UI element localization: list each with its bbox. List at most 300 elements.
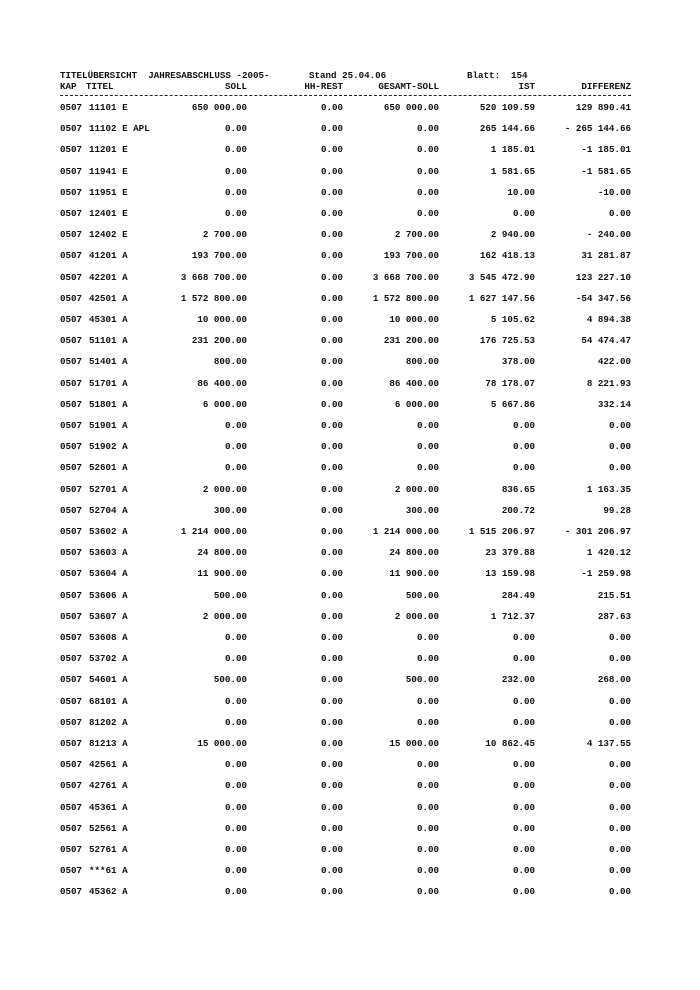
cell-ist: 0.00 [512, 695, 535, 707]
cell-gesamt-soll: 0.00 [416, 886, 439, 898]
cell-gesamt-soll: 1 572 800.00 [372, 292, 439, 304]
cell-hh-rest: 0.00 [320, 547, 343, 559]
cell-gesamt-soll: 10 000.00 [389, 314, 439, 325]
table-row [0, 611, 700, 623]
cell-soll: 0.00 [224, 144, 247, 156]
cell-differenz: 268.00 [597, 674, 631, 686]
cell-differenz: 4 137.55 [586, 738, 631, 749]
cell-differenz: 0.00 [608, 822, 631, 834]
cell-differenz: 0.00 [608, 420, 631, 431]
cell-differenz: 287.63 [597, 610, 631, 622]
cell-hh-rest: 0.00 [320, 844, 343, 855]
cell-differenz: 99.28 [603, 504, 631, 516]
cell-titel: 53606 A [89, 589, 128, 601]
table-row [0, 759, 700, 771]
cell-differenz: -1 185.01 [581, 144, 631, 156]
cell-kap: 0507 [60, 844, 83, 855]
cell-kap: 0507 [60, 462, 83, 474]
cell-hh-rest: 0.00 [320, 674, 343, 686]
cell-differenz: 0.00 [608, 441, 631, 453]
cell-gesamt-soll: 0.00 [416, 144, 439, 156]
cell-ist: 0.00 [512, 886, 535, 898]
cell-titel: 51701 A [89, 377, 128, 389]
cell-differenz: -1 259.98 [581, 568, 631, 580]
table-row [0, 102, 700, 114]
cell-soll: 800.00 [213, 356, 247, 368]
cell-hh-rest: 0.00 [320, 589, 343, 601]
cell-gesamt-soll: 0.00 [416, 653, 439, 665]
cell-hh-rest: 0.00 [320, 462, 343, 474]
cell-ist: 836.65 [501, 483, 535, 495]
cell-gesamt-soll: 0.00 [416, 780, 439, 792]
cell-gesamt-soll: 0.00 [416, 441, 439, 453]
cell-titel: 52761 A [89, 844, 128, 855]
cell-kap: 0507 [60, 610, 83, 622]
cell-kap: 0507 [60, 886, 83, 898]
cell-gesamt-soll: 0.00 [416, 801, 439, 813]
cell-differenz: 422.00 [597, 356, 631, 368]
cell-gesamt-soll: 3 668 700.00 [372, 271, 439, 283]
table-row [0, 568, 700, 580]
column-header-row [0, 81, 700, 93]
cell-differenz: 31 281.87 [581, 250, 631, 262]
cell-gesamt-soll: 500.00 [405, 674, 439, 686]
cell-hh-rest: 0.00 [320, 123, 343, 135]
cell-titel: 11951 E [89, 186, 128, 198]
cell-hh-rest: 0.00 [320, 377, 343, 389]
cell-hh-rest: 0.00 [320, 420, 343, 431]
cell-hh-rest: 0.00 [320, 759, 343, 771]
cell-kap: 0507 [60, 589, 83, 601]
cell-titel: 81202 A [89, 716, 128, 728]
table-row [0, 738, 700, 750]
cell-ist: 176 725.53 [479, 335, 535, 347]
cell-ist: 0.00 [512, 716, 535, 728]
table-row [0, 250, 700, 262]
cell-kap: 0507 [60, 250, 83, 262]
cell-ist: 3 545 472.90 [468, 271, 535, 283]
cell-kap: 0507 [60, 653, 83, 665]
cell-titel: 51901 A [89, 420, 128, 431]
cell-hh-rest: 0.00 [320, 526, 343, 537]
cell-gesamt-soll: 2 000.00 [394, 610, 439, 622]
cell-ist: 1 581.65 [490, 165, 535, 177]
cell-kap: 0507 [60, 314, 83, 325]
cell-kap: 0507 [60, 165, 83, 177]
table-row [0, 802, 700, 814]
cell-ist: 232.00 [501, 674, 535, 686]
cell-soll: 0.00 [224, 462, 247, 474]
cell-differenz: 0.00 [608, 716, 631, 728]
column-header-ist: IST [518, 81, 535, 92]
table-row [0, 229, 700, 241]
cell-hh-rest: 0.00 [320, 165, 343, 177]
cell-ist: 520 109.59 [479, 102, 535, 113]
cell-hh-rest: 0.00 [320, 335, 343, 347]
cell-ist: 0.00 [512, 780, 535, 792]
cell-gesamt-soll: 0.00 [416, 822, 439, 834]
cell-ist: 162 418.13 [479, 250, 535, 262]
cell-gesamt-soll: 0.00 [416, 632, 439, 643]
table-row [0, 823, 700, 835]
table-row [0, 187, 700, 199]
cell-differenz: 1 163.35 [586, 483, 631, 495]
cell-soll: 0.00 [224, 208, 247, 219]
table-row [0, 886, 700, 898]
cell-hh-rest: 0.00 [320, 250, 343, 262]
cell-soll: 2 700.00 [202, 229, 247, 241]
cell-soll: 0.00 [224, 165, 247, 177]
table-row [0, 590, 700, 602]
cell-gesamt-soll: 0.00 [416, 208, 439, 219]
table-row [0, 123, 700, 135]
cell-hh-rest: 0.00 [320, 504, 343, 516]
cell-differenz: 0.00 [608, 865, 631, 877]
cell-ist: 0.00 [512, 462, 535, 474]
table-row [0, 378, 700, 390]
table-row [0, 399, 700, 411]
cell-ist: 1 712.37 [490, 610, 535, 622]
cell-kap: 0507 [60, 865, 83, 877]
cell-gesamt-soll: 2 000.00 [394, 483, 439, 495]
cell-hh-rest: 0.00 [320, 271, 343, 283]
cell-hh-rest: 0.00 [320, 208, 343, 219]
cell-ist: 0.00 [512, 759, 535, 771]
cell-kap: 0507 [60, 738, 83, 749]
cell-kap: 0507 [60, 780, 83, 792]
table-row [0, 441, 700, 453]
cell-kap: 0507 [60, 632, 83, 643]
cell-gesamt-soll: 15 000.00 [389, 738, 439, 749]
cell-titel: 51902 A [89, 441, 128, 453]
cell-ist: 1 185.01 [490, 144, 535, 156]
cell-kap: 0507 [60, 801, 83, 813]
cell-soll: 0.00 [224, 886, 247, 898]
cell-hh-rest: 0.00 [320, 314, 343, 325]
cell-titel: 54601 A [89, 674, 128, 686]
cell-hh-rest: 0.00 [320, 801, 343, 813]
cell-kap: 0507 [60, 229, 83, 241]
cell-hh-rest: 0.00 [320, 865, 343, 877]
cell-soll: 86 400.00 [197, 377, 247, 389]
column-header-gesamt-soll: GESAMT-SOLL [378, 81, 439, 92]
cell-ist: 10 862.45 [485, 738, 535, 749]
table-row [0, 208, 700, 220]
cell-titel: 11201 E [89, 144, 128, 156]
cell-hh-rest: 0.00 [320, 229, 343, 241]
cell-titel: 53608 A [89, 632, 128, 643]
table-row [0, 314, 700, 326]
cell-kap: 0507 [60, 398, 83, 410]
cell-kap: 0507 [60, 377, 83, 389]
cell-gesamt-soll: 0.00 [416, 695, 439, 707]
cell-ist: 0.00 [512, 822, 535, 834]
cell-differenz: 1 420.12 [586, 547, 631, 559]
cell-differenz: 0.00 [608, 462, 631, 474]
cell-titel: 42501 A [89, 292, 128, 304]
cell-gesamt-soll: 300.00 [405, 504, 439, 516]
cell-kap: 0507 [60, 420, 83, 431]
cell-gesamt-soll: 0.00 [416, 420, 439, 431]
cell-differenz: - 240.00 [586, 229, 631, 241]
cell-hh-rest: 0.00 [320, 441, 343, 453]
cell-hh-rest: 0.00 [320, 186, 343, 198]
cell-titel: 52704 A [89, 504, 128, 516]
cell-soll: 300.00 [213, 504, 247, 516]
cell-differenz: 4 894.38 [586, 314, 631, 325]
cell-differenz: -1 581.65 [581, 165, 631, 177]
cell-kap: 0507 [60, 208, 83, 219]
cell-gesamt-soll: 193 700.00 [383, 250, 439, 262]
cell-gesamt-soll: 800.00 [405, 356, 439, 368]
cell-kap: 0507 [60, 483, 83, 495]
cell-differenz: 0.00 [608, 801, 631, 813]
cell-titel: 53603 A [89, 547, 128, 559]
cell-differenz: 0.00 [608, 844, 631, 855]
sheet-number: 154 [511, 70, 528, 81]
table-row [0, 632, 700, 644]
cell-soll: 0.00 [224, 780, 247, 792]
cell-kap: 0507 [60, 547, 83, 559]
cell-ist: 1 515 206.97 [468, 526, 535, 537]
table-row [0, 653, 700, 665]
cell-differenz: 123 227.10 [575, 271, 631, 283]
cell-hh-rest: 0.00 [320, 653, 343, 665]
cell-soll: 24 800.00 [197, 547, 247, 559]
cell-ist: 5 667.86 [490, 398, 535, 410]
cell-titel: 53607 A [89, 610, 128, 622]
cell-differenz: 0.00 [608, 886, 631, 898]
cell-gesamt-soll: 650 000.00 [383, 102, 439, 113]
cell-ist: 0.00 [512, 632, 535, 643]
cell-soll: 3 668 700.00 [180, 271, 247, 283]
cell-soll: 0.00 [224, 716, 247, 728]
cell-titel: 42201 A [89, 271, 128, 283]
cell-soll: 2 000.00 [202, 610, 247, 622]
cell-kap: 0507 [60, 759, 83, 771]
cell-kap: 0507 [60, 123, 83, 135]
cell-hh-rest: 0.00 [320, 144, 343, 156]
cell-soll: 0.00 [224, 759, 247, 771]
cell-titel: 11101 E [89, 102, 128, 113]
cell-kap: 0507 [60, 695, 83, 707]
cell-titel: 12402 E [89, 229, 128, 241]
cell-hh-rest: 0.00 [320, 292, 343, 304]
cell-titel: 41201 A [89, 250, 128, 262]
cell-gesamt-soll: 86 400.00 [389, 377, 439, 389]
cell-kap: 0507 [60, 102, 83, 113]
cell-soll: 0.00 [224, 844, 247, 855]
cell-titel: 53604 A [89, 568, 128, 580]
cell-gesamt-soll: 1 214 000.00 [372, 526, 439, 537]
cell-gesamt-soll: 0.00 [416, 123, 439, 135]
sheet-label: Blatt: [467, 70, 501, 81]
table-row [0, 780, 700, 792]
cell-soll: 650 000.00 [191, 102, 247, 113]
cell-kap: 0507 [60, 292, 83, 304]
cell-ist: 265 144.66 [479, 123, 535, 135]
cell-differenz: 0.00 [608, 695, 631, 707]
cell-ist: 10.00 [507, 186, 535, 198]
cell-ist: 2 940.00 [490, 229, 535, 241]
cell-soll: 500.00 [213, 674, 247, 686]
cell-gesamt-soll: 0.00 [416, 716, 439, 728]
cell-differenz: 0.00 [608, 780, 631, 792]
cell-soll: 1 214 000.00 [180, 526, 247, 537]
cell-ist: 284.49 [501, 589, 535, 601]
cell-gesamt-soll: 24 800.00 [389, 547, 439, 559]
cell-soll: 0.00 [224, 632, 247, 643]
cell-titel: 52701 A [89, 483, 128, 495]
cell-kap: 0507 [60, 822, 83, 834]
cell-ist: 200.72 [501, 504, 535, 516]
cell-differenz: 54 474.47 [581, 335, 631, 347]
cell-kap: 0507 [60, 716, 83, 728]
cell-differenz: - 301 206.97 [564, 526, 631, 537]
cell-differenz: 8 221.93 [586, 377, 631, 389]
cell-ist: 23 379.88 [485, 547, 535, 559]
table-row [0, 272, 700, 284]
cell-titel: 45301 A [89, 314, 128, 325]
cell-titel: ***61 A [89, 865, 128, 877]
cell-titel: 53702 A [89, 653, 128, 665]
cell-kap: 0507 [60, 144, 83, 156]
cell-gesamt-soll: 11 900.00 [389, 568, 439, 580]
cell-soll: 0.00 [224, 865, 247, 877]
cell-hh-rest: 0.00 [320, 483, 343, 495]
cell-titel: 45362 A [89, 886, 128, 898]
cell-hh-rest: 0.00 [320, 398, 343, 410]
cell-ist: 0.00 [512, 844, 535, 855]
table-row [0, 505, 700, 517]
cell-kap: 0507 [60, 674, 83, 686]
cell-gesamt-soll: 231 200.00 [383, 335, 439, 347]
cell-soll: 1 572 800.00 [180, 292, 247, 304]
table-row [0, 420, 700, 432]
cell-hh-rest: 0.00 [320, 738, 343, 749]
cell-ist: 78 178.07 [485, 377, 535, 389]
cell-differenz: - 265 144.66 [564, 123, 631, 135]
table-row [0, 484, 700, 496]
cell-kap: 0507 [60, 186, 83, 198]
cell-titel: 81213 A [89, 738, 128, 749]
cell-titel: 68101 A [89, 695, 128, 707]
cell-soll: 0.00 [224, 695, 247, 707]
cell-soll: 15 000.00 [197, 738, 247, 749]
cell-differenz: 129 890.41 [575, 102, 631, 113]
cell-soll: 0.00 [224, 420, 247, 431]
table-row [0, 526, 700, 538]
cell-kap: 0507 [60, 441, 83, 453]
column-header-hh-rest: HH-REST [304, 81, 343, 92]
cell-gesamt-soll: 0.00 [416, 844, 439, 855]
table-row [0, 696, 700, 708]
cell-soll: 231 200.00 [191, 335, 247, 347]
cell-titel: 53602 A [89, 526, 128, 537]
cell-differenz: -54 347.56 [575, 292, 631, 304]
table-row [0, 335, 700, 347]
column-header-differenz: DIFFERENZ [581, 81, 631, 92]
cell-titel: 52561 A [89, 822, 128, 834]
cell-hh-rest: 0.00 [320, 822, 343, 834]
cell-ist: 5 105.62 [490, 314, 535, 325]
table-row [0, 462, 700, 474]
table-row [0, 356, 700, 368]
cell-soll: 10 000.00 [197, 314, 247, 325]
cell-differenz: 0.00 [608, 208, 631, 219]
table-row [0, 844, 700, 856]
cell-titel: 51101 A [89, 335, 128, 347]
cell-ist: 1 627 147.56 [468, 292, 535, 304]
cell-soll: 0.00 [224, 653, 247, 665]
cell-hh-rest: 0.00 [320, 780, 343, 792]
table-row [0, 166, 700, 178]
cell-soll: 6 000.00 [202, 398, 247, 410]
cell-kap: 0507 [60, 271, 83, 283]
cell-titel: 11102 E APL [89, 123, 150, 135]
cell-differenz: 0.00 [608, 653, 631, 665]
cell-soll: 2 000.00 [202, 483, 247, 495]
cell-soll: 0.00 [224, 123, 247, 135]
report-stand-date: Stand 25.04.06 [309, 70, 387, 81]
cell-soll: 500.00 [213, 589, 247, 601]
table-row [0, 293, 700, 305]
cell-hh-rest: 0.00 [320, 356, 343, 368]
column-header-soll: SOLL [224, 81, 247, 92]
cell-kap: 0507 [60, 504, 83, 516]
cell-gesamt-soll: 0.00 [416, 462, 439, 474]
cell-gesamt-soll: 0.00 [416, 759, 439, 771]
cell-gesamt-soll: 2 700.00 [394, 229, 439, 241]
cell-soll: 193 700.00 [191, 250, 247, 262]
header-separator-line [60, 95, 631, 96]
table-row [0, 717, 700, 729]
cell-differenz: -10.00 [597, 186, 631, 198]
table-row [0, 674, 700, 686]
cell-hh-rest: 0.00 [320, 886, 343, 898]
cell-differenz: 332.14 [597, 398, 631, 410]
column-header-kap: KAP [60, 81, 77, 92]
cell-soll: 0.00 [224, 801, 247, 813]
cell-differenz: 0.00 [608, 632, 631, 643]
cell-ist: 0.00 [512, 865, 535, 877]
cell-titel: 42561 A [89, 759, 128, 771]
cell-ist: 0.00 [512, 441, 535, 453]
cell-ist: 0.00 [512, 653, 535, 665]
cell-titel: 52601 A [89, 462, 128, 474]
cell-titel: 51401 A [89, 356, 128, 368]
cell-gesamt-soll: 0.00 [416, 186, 439, 198]
cell-differenz: 0.00 [608, 759, 631, 771]
cell-hh-rest: 0.00 [320, 632, 343, 643]
cell-titel: 42761 A [89, 780, 128, 792]
cell-titel: 51801 A [89, 398, 128, 410]
cell-soll: 0.00 [224, 441, 247, 453]
table-row [0, 144, 700, 156]
cell-hh-rest: 0.00 [320, 568, 343, 580]
cell-ist: 0.00 [512, 420, 535, 431]
cell-soll: 11 900.00 [197, 568, 247, 580]
cell-kap: 0507 [60, 356, 83, 368]
cell-soll: 0.00 [224, 186, 247, 198]
cell-titel: 11941 E [89, 165, 128, 177]
cell-kap: 0507 [60, 335, 83, 347]
cell-kap: 0507 [60, 526, 83, 537]
cell-differenz: 215.51 [597, 589, 631, 601]
cell-titel: 12401 E [89, 208, 128, 219]
cell-hh-rest: 0.00 [320, 716, 343, 728]
cell-gesamt-soll: 6 000.00 [394, 398, 439, 410]
